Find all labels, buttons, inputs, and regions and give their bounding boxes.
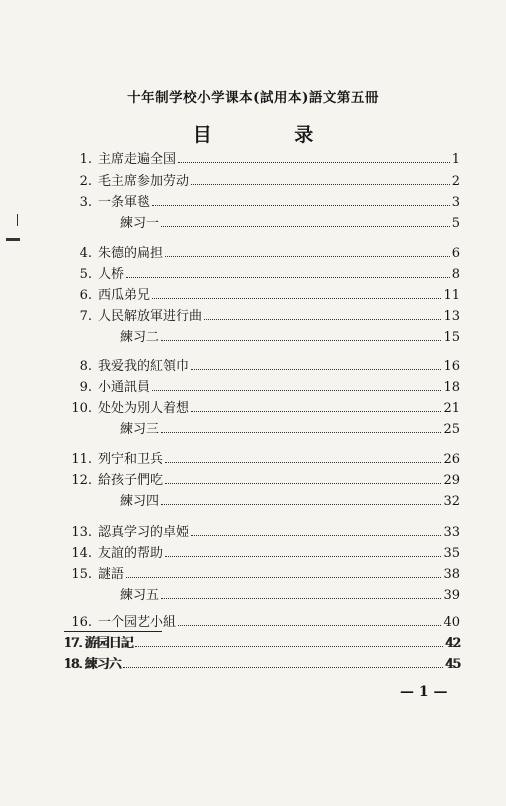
leader-dots <box>126 577 441 578</box>
entry-title: 人民解放軍进行曲 <box>98 309 203 324</box>
entry-title: 友誼的帮助 <box>98 546 164 561</box>
leader-dots <box>161 598 441 599</box>
leader-dots <box>126 277 450 278</box>
entry-page: 5 <box>451 216 460 231</box>
entry-number: 1. <box>79 152 92 167</box>
toc-entry <box>70 264 460 282</box>
entry-title: 朱德的扁担 <box>98 246 164 261</box>
entry-page: 21 <box>443 401 460 416</box>
toc-exercise-entry <box>120 213 460 231</box>
scan-mark <box>6 238 20 241</box>
entry-title: 練习一 <box>120 216 160 231</box>
entry-page: 13 <box>443 309 460 324</box>
leader-dots <box>161 504 441 505</box>
entry-number: 6. <box>79 288 92 303</box>
entry-title: 認真学习的卓婭 <box>98 525 190 540</box>
entry-title: 練习五 <box>120 588 160 603</box>
entry-title: 毛主席参加劳动 <box>98 174 190 189</box>
leader-dots <box>152 390 441 391</box>
entry-title: 一条軍毯 <box>98 195 151 210</box>
book-title: 十年制学校小学课本(試用本)語文第五冊 <box>127 90 379 106</box>
entry-title: 处处为別人着想 <box>98 401 190 416</box>
entry-title: 西瓜弟兄 <box>98 288 151 303</box>
entry-title: 練习四 <box>120 494 160 509</box>
entry-page: 16 <box>443 359 460 374</box>
entry-page: 25 <box>443 422 460 437</box>
entry-page: 33 <box>443 525 460 540</box>
entry-number: 7. <box>79 309 92 324</box>
entry-page: 35 <box>443 546 460 561</box>
entry-number: 5. <box>79 267 92 282</box>
toc-entry <box>70 612 460 630</box>
entry-page: 8 <box>451 267 460 282</box>
entry-page: 38 <box>443 567 460 582</box>
entry-number: 11. <box>71 452 92 467</box>
entry-title: 主席走遍全国 <box>98 152 177 167</box>
entry-page: 29 <box>443 473 460 488</box>
toc-entry <box>70 171 460 189</box>
entry-page: 15 <box>443 330 460 345</box>
leader-dots <box>191 411 441 412</box>
leader-dots <box>191 535 441 536</box>
toc-entry <box>70 192 460 210</box>
toc-entry-smudged <box>64 633 460 651</box>
entry-number: 9. <box>79 380 92 395</box>
toc-heading: 目 录 <box>192 124 352 146</box>
entry-number: 12. <box>71 473 92 488</box>
toc-entry <box>70 449 460 467</box>
scan-mark <box>17 214 18 226</box>
toc-entry <box>70 543 460 561</box>
leader-dots <box>161 226 450 227</box>
toc-entry <box>70 306 460 324</box>
leader-dots <box>152 298 441 299</box>
leader-dots <box>165 256 450 257</box>
entry-title: 17. 游园日記 <box>64 636 133 651</box>
entry-page: 42 <box>445 636 460 651</box>
leader-dots <box>178 162 450 163</box>
entry-page: 6 <box>451 246 460 261</box>
leader-dots <box>161 340 441 341</box>
leader-dots <box>165 556 441 557</box>
toc-entry <box>70 470 460 488</box>
toc-entry <box>70 564 460 582</box>
leader-dots <box>165 462 441 463</box>
entry-title: 人桥 <box>98 267 125 282</box>
toc-entry <box>70 356 460 374</box>
entry-page: 1 <box>451 152 460 167</box>
toc-entry <box>70 398 460 416</box>
toc-entry <box>70 377 460 395</box>
toc-exercise-entry <box>120 585 460 603</box>
entry-number: 15. <box>71 567 92 582</box>
leader-dots <box>165 483 441 484</box>
entry-title: 謎語 <box>98 567 125 582</box>
entry-title: 18. 練习六 <box>64 657 121 672</box>
entry-number: 13. <box>71 525 92 540</box>
entry-page: 45 <box>445 657 460 672</box>
toc-entry <box>70 285 460 303</box>
toc-exercise-entry <box>120 327 460 345</box>
entry-number: 10. <box>71 401 92 416</box>
entry-title: 給孩子們吃 <box>98 473 164 488</box>
entry-title: 練习三 <box>120 422 160 437</box>
toc-exercise-entry <box>120 491 460 509</box>
entry-title: 列宁和卫兵 <box>98 452 164 467</box>
leader-dots <box>178 625 441 626</box>
leader-dots <box>161 432 441 433</box>
entry-page: 3 <box>451 195 460 210</box>
toc-entry <box>70 243 460 261</box>
entry-page: 26 <box>443 452 460 467</box>
entry-page: 2 <box>451 174 460 189</box>
entry-title: 我爱我的紅領巾 <box>98 359 190 374</box>
entry-number: 14. <box>71 546 92 561</box>
leader-dots <box>135 646 444 647</box>
leader-dots <box>204 319 441 320</box>
entry-page: 40 <box>443 615 460 630</box>
entry-page: 32 <box>443 494 460 509</box>
leader-dots <box>123 667 444 668</box>
entry-page: 18 <box>443 380 460 395</box>
leader-dots <box>152 205 450 206</box>
toc-entry <box>70 522 460 540</box>
entry-title: 練习二 <box>120 330 160 345</box>
entry-number: 16. <box>71 615 92 630</box>
page-number: — 1 — <box>400 684 448 700</box>
toc-entry <box>70 149 460 167</box>
entry-page: 11 <box>443 288 460 303</box>
toc-entry-smudged <box>64 654 460 672</box>
entry-number: 4. <box>79 246 92 261</box>
leader-dots <box>191 184 450 185</box>
entry-number: 3. <box>79 195 92 210</box>
entry-title: 一个园艺小組 <box>98 615 177 630</box>
leader-dots <box>191 369 441 370</box>
entry-page: 39 <box>443 588 460 603</box>
entry-number: 8. <box>79 359 92 374</box>
entry-title: 小通訊員 <box>98 380 151 395</box>
entry-number: 2. <box>79 174 92 189</box>
toc-exercise-entry <box>120 419 460 437</box>
